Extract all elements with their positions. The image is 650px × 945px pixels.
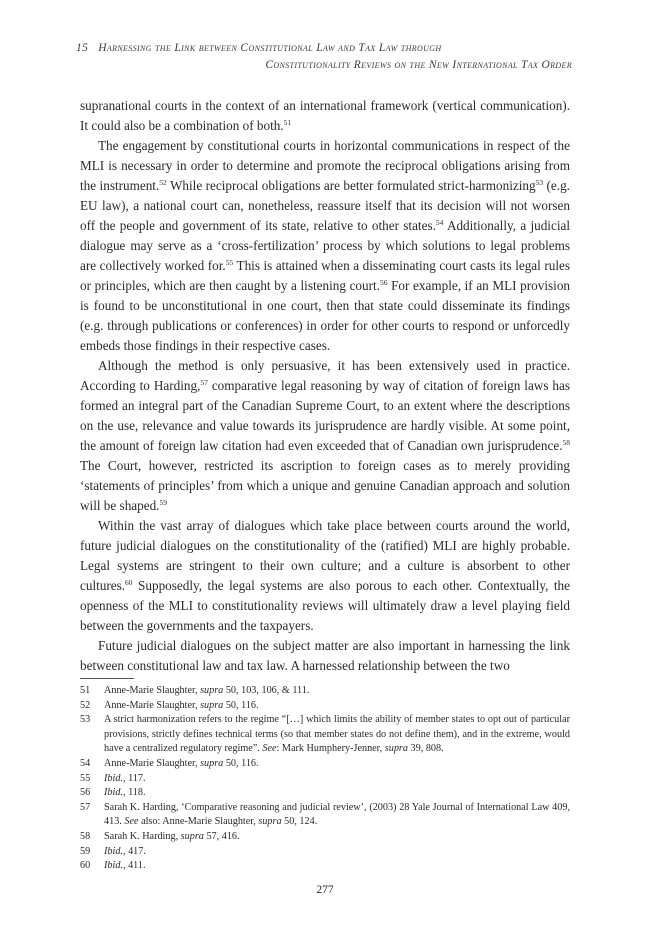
footnote xyxy=(80,786,570,801)
body-text xyxy=(80,96,570,676)
footnote-italic-text: supra xyxy=(384,743,408,755)
footnote-text-run: Anne-Marie Slaughter, xyxy=(104,757,201,769)
footnote xyxy=(80,830,570,845)
footnote-reference: 55 xyxy=(225,258,234,267)
footnote-text-run: Anne-Marie Slaughter, xyxy=(104,699,201,711)
running-head-title-part-1: Harnessing the Link between Constitutional Law and Tax Law through xyxy=(98,42,442,54)
footnote-reference: 54 xyxy=(435,218,444,227)
footnote-number: 55 xyxy=(80,772,91,784)
paragraph-text: Supposedly, the legal systems are also porous to each other. Contextually, the openness of the MLI to constitutionality reviews will ultimately draw a level playing field between the governments and the taxpayers. xyxy=(80,578,570,633)
paragraph-text: comparative legal reasoning by way of citation of foreign laws has formed an integral part of the Canadian Supreme Court, to an extent where the descriptions on the use, relevance and value towards its jurisprudence are hardly visible. At some point, the amount of foreign law citation had even exceeded that of Canadian own jurisprudence. xyxy=(80,378,570,453)
footnote-reference: 60 xyxy=(125,578,133,587)
footnote-text-run: Sarah K. Harding, ‘Comparative reasoning and judicial review’, (2003) 28 Yale Journal of International Law 409, 413. xyxy=(104,801,570,828)
paragraph-text: (e.g. EU law), a national court can, nonetheless, reassure itself that its decision will not worsen off the people and government of its state, relative to other states. xyxy=(80,178,570,233)
footnote-number: 59 xyxy=(80,845,91,857)
running-head-line-1 xyxy=(76,40,572,57)
footnote-text xyxy=(104,713,570,757)
footnote-text xyxy=(104,845,570,860)
footnote-number: 51 xyxy=(80,685,91,696)
footnote-text xyxy=(104,684,570,699)
footnote-italic-text: Ibid. xyxy=(104,860,123,872)
footnote-number: 58 xyxy=(80,830,91,842)
footnote-italic-text: supra xyxy=(200,685,224,696)
footnote-number: 57 xyxy=(80,801,91,813)
footnote-reference: 53 xyxy=(535,178,544,187)
footnote-text xyxy=(104,786,570,801)
footnote-text-run: , 411. xyxy=(122,860,146,872)
footnote xyxy=(80,684,570,699)
footnote xyxy=(80,859,570,874)
footnote-text-run: also: Anne-Marie Slaughter, xyxy=(138,816,259,828)
footnotes xyxy=(80,684,570,874)
paragraph-text: This is attained when a disseminating court casts its legal rules or principles, which are then caught by a listening court. xyxy=(80,258,570,293)
footnote-text xyxy=(104,830,570,845)
footnote-italic-text: supra xyxy=(200,757,224,769)
footnote-reference: 57 xyxy=(200,378,208,387)
footnote-number: 52 xyxy=(80,699,91,711)
footnote-reference: 58 xyxy=(562,438,570,447)
footnote-text-run: 50, 124. xyxy=(281,816,318,828)
footnote xyxy=(80,757,570,772)
footnote-text-run: Anne-Marie Slaughter, xyxy=(104,685,201,696)
paragraph-text: Additionally, a judicial dialogue may serve as a ‘cross-fertilization’ process by which solutions to legal problems are collectively worked for. xyxy=(80,218,571,273)
footnote-italic-text: supra xyxy=(200,699,224,711)
footnote xyxy=(80,713,570,757)
page-number: 277 xyxy=(316,884,334,896)
paragraph-text: While reciprocal obligations are better formulated strict-harmonizing xyxy=(166,178,536,193)
body-paragraph xyxy=(80,356,570,516)
footnote-text-run: A strict harmonization refers to the regime “[…] which limits the ability of member states to opt out of particular provisions, strictly defines technical terms (so that member states do not define them), and in the extreme, would have a centralized regulatory regime”. xyxy=(104,714,570,755)
footnote-number: 60 xyxy=(80,860,91,872)
footnote-italic-text: supra xyxy=(258,816,282,828)
footnote-text-run: 50, 116. xyxy=(223,699,259,711)
footnote-text xyxy=(104,772,570,787)
footnote-reference: 59 xyxy=(159,498,167,507)
running-head-line-2: Constitutionality Reviews on the New International Tax Order xyxy=(265,59,572,71)
paragraph-text: Within the vast array of dialogues which take place between courts around the world, future judicial dialogues on the constitutionality of the (ratified) MLI are highly probable. Legal systems are stringent to their own culture; and a culture is absorbent to other cultures. xyxy=(80,518,570,593)
footnote xyxy=(80,772,570,787)
running-head xyxy=(76,40,572,74)
footnote xyxy=(80,699,570,714)
footnote-text-run: 57, 416. xyxy=(203,830,240,842)
footnote-text-run: 39, 808. xyxy=(407,743,444,755)
footnote-italic-text: See xyxy=(124,816,139,828)
footnote-text-run: 50, 103, 106, & 111. xyxy=(223,685,310,696)
footnote-italic-text: supra xyxy=(180,830,204,842)
footnote xyxy=(80,801,570,830)
footnote-text-run: , 417. xyxy=(122,845,146,857)
paragraph-text: Future judicial dialogues on the subject matter are also important in harnessing the link between constitutional law and tax law. A harnessed relationship between the two xyxy=(80,638,570,673)
footnote-reference: 56 xyxy=(379,278,388,287)
footnote-text xyxy=(104,757,570,772)
footnote-number: 53 xyxy=(80,714,91,726)
footnote xyxy=(80,845,570,860)
footnote-text xyxy=(104,699,570,714)
running-head-page-number: 15 xyxy=(76,42,89,54)
footnote-reference: 52 xyxy=(159,178,167,187)
footnote-italic-text: See xyxy=(262,743,277,755)
footnote-separator xyxy=(80,678,134,679)
footnote-italic-text: Ibid. xyxy=(104,772,123,784)
paragraph-text: For example, if an MLI provision is found to be unconstitutional in one court, then that state could disseminate its findings (e.g. through publications or conferences) in order for other courts to respond or unforcedly embeds those findings in their respective cases. xyxy=(80,278,571,353)
paragraph-text: supranational courts in the context of an international framework (vertical communication). It could also be a combination of both. xyxy=(80,98,570,133)
footnote-text xyxy=(104,801,570,830)
footnote-number: 54 xyxy=(80,757,91,769)
footnote-italic-text: Ibid. xyxy=(104,845,123,857)
footnote-text xyxy=(104,859,570,874)
footnote-text-run: 50, 116. xyxy=(223,757,259,769)
footnote-italic-text: Ibid. xyxy=(104,787,123,799)
footnote-text-run: : Mark Humphery-Jenner, xyxy=(276,743,385,755)
paragraph-text: The Court, however, restricted its ascription to foreign cases as to merely providing ‘statements of principles’ from which a unique and genuine Canadian approach and solution will be shaped. xyxy=(80,458,570,513)
footnote-number: 56 xyxy=(80,787,91,799)
footnote-text-run: , 118. xyxy=(122,787,146,799)
body-paragraph xyxy=(80,636,570,676)
footnote-reference: 51 xyxy=(283,118,292,127)
body-paragraph xyxy=(80,96,570,136)
footnote-text-run: , 117. xyxy=(122,772,146,784)
body-paragraph xyxy=(80,516,570,636)
body-paragraph xyxy=(80,136,570,356)
paragraph-text: The engagement by constitutional courts in horizontal communications in respect of the MLI is necessary in order to determine and promote the reciprocal obligations arising from the instrument. xyxy=(80,138,570,193)
paragraph-text: Although the method is only persuasive, it has been extensively used in practice. According to Harding, xyxy=(80,358,570,393)
footnote-text-run: Sarah K. Harding, xyxy=(104,830,181,842)
